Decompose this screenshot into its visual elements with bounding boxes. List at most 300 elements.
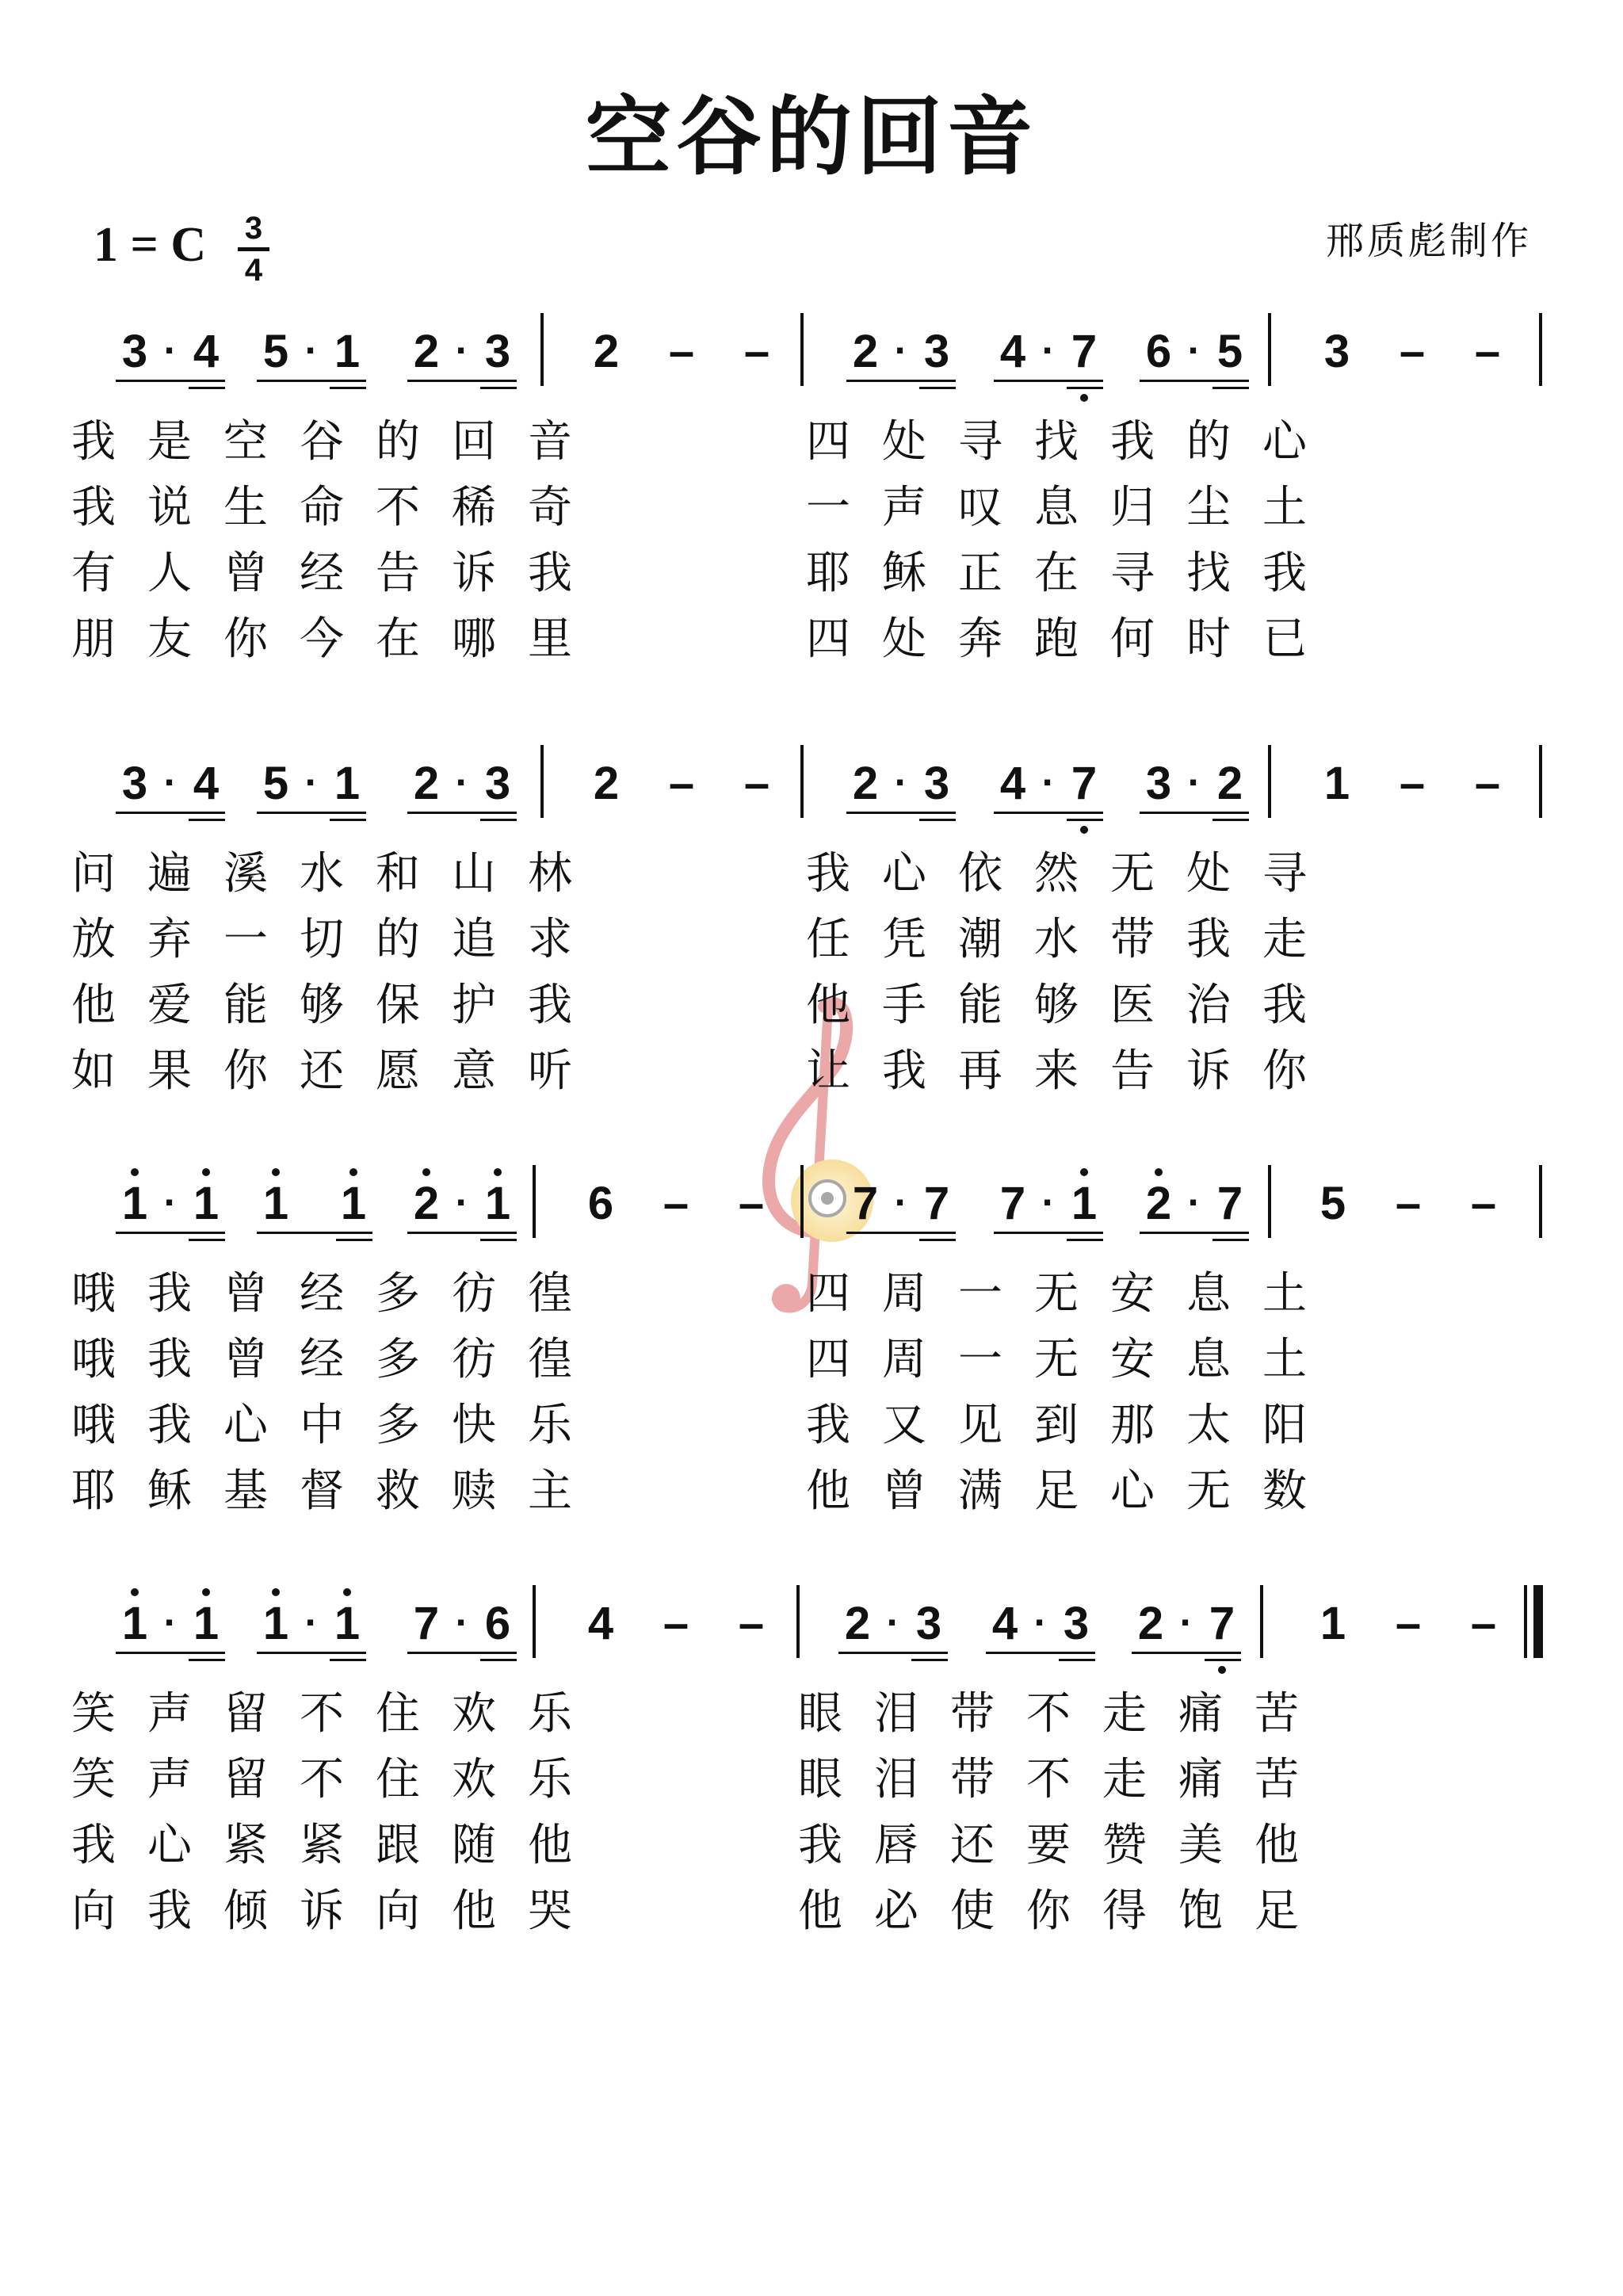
lyric-char: 叹	[958, 482, 1002, 533]
lyric-char: 水	[1034, 914, 1079, 965]
sustain-dash: –	[668, 326, 695, 377]
lyric-char: 经	[300, 1334, 344, 1385]
note-digit: 3	[1323, 326, 1350, 377]
lyric-char: 美	[1178, 1820, 1223, 1871]
eighth-underline	[407, 1232, 517, 1234]
note-digit: 1	[334, 326, 361, 377]
lyric-char: 诉	[452, 548, 496, 599]
eighth-underline	[257, 1652, 366, 1654]
author-credit: 邢质彪制作	[1325, 219, 1532, 263]
barline	[1268, 745, 1271, 818]
note-digit: 3	[1063, 1598, 1090, 1649]
lyric-char: 我	[147, 1885, 192, 1937]
lyric-char: 我	[147, 1334, 192, 1385]
note-digit: 2	[413, 758, 440, 809]
note-digit: 5	[1319, 1178, 1346, 1229]
note-digit: 2	[852, 758, 879, 809]
lyric-char: 愿	[376, 1045, 420, 1097]
lyric-char: 住	[376, 1688, 420, 1740]
lyric-char: 心	[1110, 1465, 1155, 1517]
lyric-char: 意	[452, 1045, 496, 1097]
dot-mark: ·	[163, 1180, 178, 1224]
lyric-char: 苦	[1254, 1688, 1299, 1740]
lyric-char: 他	[806, 1465, 850, 1517]
dot-mark: ·	[1187, 1180, 1201, 1224]
sustain-dash: –	[1399, 326, 1426, 377]
lyric-char: 手	[882, 980, 926, 1031]
lyric-char: 尘	[1186, 482, 1231, 533]
lyric-char: 带	[950, 1688, 995, 1740]
lyric-char: 四	[806, 1268, 850, 1320]
lyric-char: 周	[882, 1268, 926, 1320]
lyric-char: 一	[806, 482, 850, 533]
score-system	[0, 1157, 1623, 1569]
eighth-underline	[846, 380, 956, 382]
dot-mark: ·	[894, 760, 908, 804]
lyric-char: 不	[1026, 1754, 1071, 1805]
lyric-char: 息	[1186, 1334, 1231, 1385]
lyric-char: 寻	[1110, 548, 1155, 599]
note-digit: 3	[484, 326, 511, 377]
note-digit: 2	[1216, 758, 1243, 809]
lyric-char: 土	[1262, 482, 1307, 533]
note-digit: 4	[193, 326, 220, 377]
lyric-char: 无	[1034, 1268, 1079, 1320]
lyric-char: 不	[300, 1688, 344, 1740]
low-octave-dot	[1080, 826, 1088, 834]
lyric-char: 彷	[452, 1334, 496, 1385]
high-octave-dot	[494, 1168, 502, 1176]
lyric-char: 你	[223, 1045, 268, 1097]
eighth-underline	[994, 380, 1103, 382]
note-digit: 1	[121, 1178, 148, 1229]
sixteenth-underline	[1205, 1659, 1241, 1661]
note-digit: 2	[413, 326, 440, 377]
dot-mark: ·	[1179, 1600, 1193, 1645]
dot-mark: ·	[304, 1600, 319, 1645]
high-octave-dot	[1080, 1168, 1088, 1176]
dot-mark: ·	[1187, 328, 1201, 372]
lyric-char: 不	[376, 482, 420, 533]
dot-mark: ·	[163, 1600, 178, 1645]
sixteenth-underline	[480, 1659, 517, 1661]
note-digit: 7	[1071, 758, 1098, 809]
lyric-char: 数	[1262, 1465, 1307, 1517]
lyric-char: 已	[1262, 613, 1307, 665]
lyric-char: 遍	[147, 848, 192, 900]
sustain-dash: –	[1470, 1178, 1497, 1229]
lyric-char: 使	[950, 1885, 995, 1937]
lyric-char: 哦	[71, 1334, 116, 1385]
lyric-char: 那	[1110, 1400, 1155, 1451]
lyric-char: 经	[300, 1268, 344, 1320]
lyric-char: 处	[882, 416, 926, 468]
high-octave-dot	[272, 1588, 280, 1596]
lyric-char: 饱	[1178, 1885, 1223, 1937]
lyric-char: 找	[1186, 548, 1231, 599]
note-digit: 3	[923, 326, 950, 377]
note-digit: 7	[1209, 1598, 1235, 1649]
lyric-char: 我	[1186, 914, 1231, 965]
dot-mark: ·	[1041, 1180, 1056, 1224]
lyric-char: 四	[806, 416, 850, 468]
dot-mark: ·	[163, 760, 178, 804]
lyric-char: 苦	[1254, 1754, 1299, 1805]
lyric-char: 治	[1186, 980, 1231, 1031]
sixteenth-underline	[336, 1239, 372, 1241]
barline	[540, 313, 544, 386]
lyric-char: 留	[223, 1754, 268, 1805]
note-digit: 1	[262, 1178, 289, 1229]
note-digit: 6	[484, 1598, 511, 1649]
barline	[800, 1165, 804, 1238]
lyric-char: 依	[958, 848, 1002, 900]
lyric-char: 是	[147, 416, 192, 468]
sixteenth-underline	[1067, 387, 1103, 389]
lyric-char: 留	[223, 1688, 268, 1740]
lyric-char: 告	[1110, 1045, 1155, 1097]
lyric-char: 无	[1186, 1465, 1231, 1517]
lyric-char: 紧	[300, 1820, 344, 1871]
lyric-char: 他	[71, 980, 116, 1031]
lyric-char: 向	[71, 1885, 116, 1937]
high-octave-dot	[1155, 1168, 1163, 1176]
lyric-char: 山	[452, 848, 496, 900]
sixteenth-underline	[1059, 1659, 1095, 1661]
lyric-char: 多	[376, 1334, 420, 1385]
eighth-underline	[1140, 380, 1249, 382]
lyric-char: 我	[528, 548, 572, 599]
lyric-char: 住	[376, 1754, 420, 1805]
lyric-char: 息	[1186, 1268, 1231, 1320]
sixteenth-underline	[1212, 819, 1249, 821]
lyric-char: 倾	[223, 1885, 268, 1937]
lyric-char: 里	[528, 613, 572, 665]
dot-mark: ·	[1041, 760, 1056, 804]
lyric-char: 朋	[71, 613, 116, 665]
eighth-underline	[116, 1652, 225, 1654]
sixteenth-underline	[1067, 819, 1103, 821]
lyric-char: 见	[958, 1400, 1002, 1451]
lyric-char: 我	[147, 1268, 192, 1320]
note-digit: 2	[593, 758, 620, 809]
dot-mark: ·	[163, 328, 178, 372]
lyric-char: 寻	[1262, 848, 1307, 900]
lyric-char: 走	[1102, 1754, 1147, 1805]
sustain-dash: –	[1474, 326, 1501, 377]
lyric-char: 他	[798, 1885, 842, 1937]
note-digit: 4	[999, 326, 1026, 377]
lyric-char: 随	[452, 1820, 496, 1871]
sixteenth-underline	[1067, 1239, 1103, 1241]
lyric-char: 护	[452, 980, 496, 1031]
lyric-char: 曾	[223, 1268, 268, 1320]
eighth-underline	[994, 812, 1103, 814]
lyric-char: 四	[806, 613, 850, 665]
note-digit: 6	[1145, 326, 1172, 377]
sixteenth-underline	[189, 387, 225, 389]
note-digit: 1	[340, 1178, 367, 1229]
barline	[1539, 745, 1542, 818]
barline	[796, 1585, 800, 1658]
note-digit: 5	[1216, 326, 1243, 377]
dot-mark: ·	[1187, 760, 1201, 804]
lyric-char: 还	[950, 1820, 995, 1871]
note-digit: 3	[121, 758, 148, 809]
note-digit: 2	[852, 326, 879, 377]
lyric-char: 阳	[1262, 1400, 1307, 1451]
lyric-char: 不	[1026, 1688, 1071, 1740]
dot-mark: ·	[886, 1600, 900, 1645]
lyric-char: 土	[1262, 1268, 1307, 1320]
sustain-dash: –	[1395, 1598, 1422, 1649]
lyric-char: 经	[300, 548, 344, 599]
note-digit: 1	[193, 1178, 220, 1229]
score-system	[0, 305, 1623, 717]
lyric-char: 跑	[1034, 613, 1079, 665]
sixteenth-underline	[189, 1659, 225, 1661]
sixteenth-underline	[919, 819, 956, 821]
note-digit: 1	[1071, 1178, 1098, 1229]
barline	[1268, 313, 1271, 386]
note-digit: 4	[999, 758, 1026, 809]
eighth-underline	[846, 812, 956, 814]
lyric-char: 潮	[958, 914, 1002, 965]
eighth-underline	[116, 380, 225, 382]
lyric-char: 基	[223, 1465, 268, 1517]
lyric-char: 痛	[1178, 1688, 1223, 1740]
lyric-char: 督	[300, 1465, 344, 1517]
note-digit: 3	[915, 1598, 942, 1649]
lyric-char: 欢	[452, 1688, 496, 1740]
eighth-underline	[1140, 812, 1249, 814]
lyric-char: 心	[223, 1400, 268, 1451]
note-digit: 1	[262, 1598, 289, 1649]
lyric-char: 音	[528, 416, 572, 468]
lyric-char: 听	[528, 1045, 572, 1097]
lyric-char: 回	[452, 416, 496, 468]
lyric-char: 寻	[958, 416, 1002, 468]
sustain-dash: –	[663, 1178, 689, 1229]
lyric-char: 我	[798, 1820, 842, 1871]
high-octave-dot	[131, 1168, 139, 1176]
high-octave-dot	[349, 1168, 357, 1176]
eighth-underline	[986, 1652, 1095, 1654]
sixteenth-underline	[330, 387, 366, 389]
lyric-char: 我	[882, 1045, 926, 1097]
barline	[1539, 313, 1542, 386]
note-digit: 3	[484, 758, 511, 809]
barline	[533, 1585, 536, 1658]
lyric-char: 在	[1034, 548, 1079, 599]
lyric-char: 声	[147, 1688, 192, 1740]
note-digit: 1	[193, 1598, 220, 1649]
sustain-dash: –	[743, 326, 770, 377]
eighth-underline	[116, 812, 225, 814]
lyric-char: 再	[958, 1045, 1002, 1097]
dot-mark: ·	[1041, 328, 1056, 372]
lyric-char: 笑	[71, 1754, 116, 1805]
lyric-char: 曾	[223, 548, 268, 599]
dot-mark: ·	[304, 760, 319, 804]
low-octave-dot	[1218, 1666, 1226, 1674]
lyric-char: 友	[147, 613, 192, 665]
sixteenth-underline	[330, 1659, 366, 1661]
lyric-char: 带	[950, 1754, 995, 1805]
lyric-char: 他	[1254, 1820, 1299, 1871]
sustain-dash: –	[663, 1598, 689, 1649]
eighth-underline	[257, 1232, 372, 1234]
sixteenth-underline	[189, 1239, 225, 1241]
lyric-char: 在	[376, 613, 420, 665]
note-digit: 1	[1319, 1598, 1346, 1649]
lyric-char: 归	[1110, 482, 1155, 533]
lyric-char: 赞	[1102, 1820, 1147, 1871]
lyric-char: 乐	[528, 1400, 572, 1451]
barline	[540, 745, 544, 818]
lyric-char: 我	[71, 1820, 116, 1871]
lyric-char: 耶	[806, 548, 850, 599]
eighth-underline	[257, 812, 366, 814]
barline	[1539, 1165, 1542, 1238]
lyric-char: 我	[71, 416, 116, 468]
song-title: 空谷的回音	[585, 88, 1037, 187]
key-signature: 1 = C	[94, 218, 207, 272]
dot-mark: ·	[455, 1180, 469, 1224]
lyric-char: 声	[147, 1754, 192, 1805]
time-denominator: 4	[244, 253, 263, 288]
sixteenth-underline	[1212, 387, 1249, 389]
lyric-char: 哭	[528, 1885, 572, 1937]
lyric-char: 谷	[300, 416, 344, 468]
lyric-char: 生	[223, 482, 268, 533]
lyric-char: 带	[1110, 914, 1155, 965]
lyric-char: 又	[882, 1400, 926, 1451]
dot-mark: ·	[894, 1180, 908, 1224]
sustain-dash: –	[738, 1178, 765, 1229]
lyric-char: 徨	[528, 1334, 572, 1385]
eighth-underline	[407, 812, 517, 814]
lyric-char: 我	[1110, 416, 1155, 468]
high-octave-dot	[202, 1588, 210, 1596]
note-digit: 3	[923, 758, 950, 809]
lyric-char: 的	[376, 914, 420, 965]
lyric-char: 今	[300, 613, 344, 665]
sustain-dash: –	[1399, 758, 1426, 809]
barline	[1268, 1165, 1271, 1238]
barline	[1524, 1585, 1527, 1658]
lyric-char: 处	[882, 613, 926, 665]
sixteenth-underline	[330, 819, 366, 821]
lyric-char: 耶	[71, 1465, 116, 1517]
eighth-underline	[116, 1232, 225, 1234]
lyric-char: 求	[528, 914, 572, 965]
lyric-char: 弃	[147, 914, 192, 965]
lyric-char: 溪	[223, 848, 268, 900]
note-digit: 7	[413, 1598, 440, 1649]
lyric-char: 问	[71, 848, 116, 900]
note-digit: 2	[413, 1178, 440, 1229]
note-digit: 1	[1323, 758, 1350, 809]
lyric-char: 的	[1186, 416, 1231, 468]
sixteenth-underline	[911, 1659, 948, 1661]
lyric-char: 到	[1034, 1400, 1079, 1451]
lyric-char: 四	[806, 1334, 850, 1385]
lyric-char: 要	[1026, 1820, 1071, 1871]
eighth-underline	[846, 1232, 956, 1234]
note-digit: 1	[121, 1598, 148, 1649]
lyric-char: 他	[452, 1885, 496, 1937]
lyric-char: 多	[376, 1268, 420, 1320]
lyric-char: 追	[452, 914, 496, 965]
lyric-char: 凭	[882, 914, 926, 965]
lyric-char: 有	[71, 548, 116, 599]
eighth-underline	[1140, 1232, 1249, 1234]
lyric-char: 唇	[874, 1820, 918, 1871]
lyric-char: 安	[1110, 1268, 1155, 1320]
note-digit: 7	[923, 1178, 950, 1229]
sixteenth-underline	[189, 819, 225, 821]
lyric-char: 无	[1110, 848, 1155, 900]
eighth-underline	[257, 380, 366, 382]
lyric-char: 何	[1110, 613, 1155, 665]
note-digit: 2	[844, 1598, 871, 1649]
lyric-char: 哦	[71, 1400, 116, 1451]
sixteenth-underline	[480, 819, 517, 821]
dot-mark: ·	[1033, 1600, 1048, 1645]
lyric-char: 快	[452, 1400, 496, 1451]
barline	[533, 1165, 536, 1238]
lyric-char: 的	[376, 416, 420, 468]
lyric-char: 心	[1262, 416, 1307, 468]
lyric-char: 息	[1034, 482, 1079, 533]
lyric-char: 果	[147, 1045, 192, 1097]
lyric-char: 命	[300, 482, 344, 533]
lyric-char: 心	[147, 1820, 192, 1871]
score-system	[0, 1577, 1623, 1989]
lyric-char: 你	[1262, 1045, 1307, 1097]
dot-mark: ·	[455, 1600, 469, 1645]
time-numerator: 3	[244, 211, 263, 246]
note-digit: 4	[587, 1598, 614, 1649]
lyric-char: 多	[376, 1400, 420, 1451]
lyric-char: 中	[300, 1400, 344, 1451]
lyric-char: 得	[1102, 1885, 1147, 1937]
lyric-char: 我	[806, 1400, 850, 1451]
lyric-char: 土	[1262, 1334, 1307, 1385]
lyric-char: 我	[147, 1400, 192, 1451]
lyric-char: 能	[223, 980, 268, 1031]
note-digit: 3	[1145, 758, 1172, 809]
time-signature	[238, 212, 269, 286]
lyric-char: 痛	[1178, 1754, 1223, 1805]
lyric-char: 还	[300, 1045, 344, 1097]
lyric-char: 放	[71, 914, 116, 965]
lyric-char: 走	[1262, 914, 1307, 965]
lyric-char: 徨	[528, 1268, 572, 1320]
sixteenth-underline	[480, 387, 517, 389]
lyric-char: 他	[528, 1820, 572, 1871]
lyric-char: 赎	[452, 1465, 496, 1517]
lyric-char: 太	[1186, 1400, 1231, 1451]
lyric-char: 一	[958, 1334, 1002, 1385]
lyric-char: 找	[1034, 416, 1079, 468]
note-digit: 5	[262, 326, 289, 377]
high-octave-dot	[272, 1168, 280, 1176]
lyric-char: 任	[806, 914, 850, 965]
lyric-char: 你	[1026, 1885, 1071, 1937]
sustain-dash: –	[1474, 758, 1501, 809]
